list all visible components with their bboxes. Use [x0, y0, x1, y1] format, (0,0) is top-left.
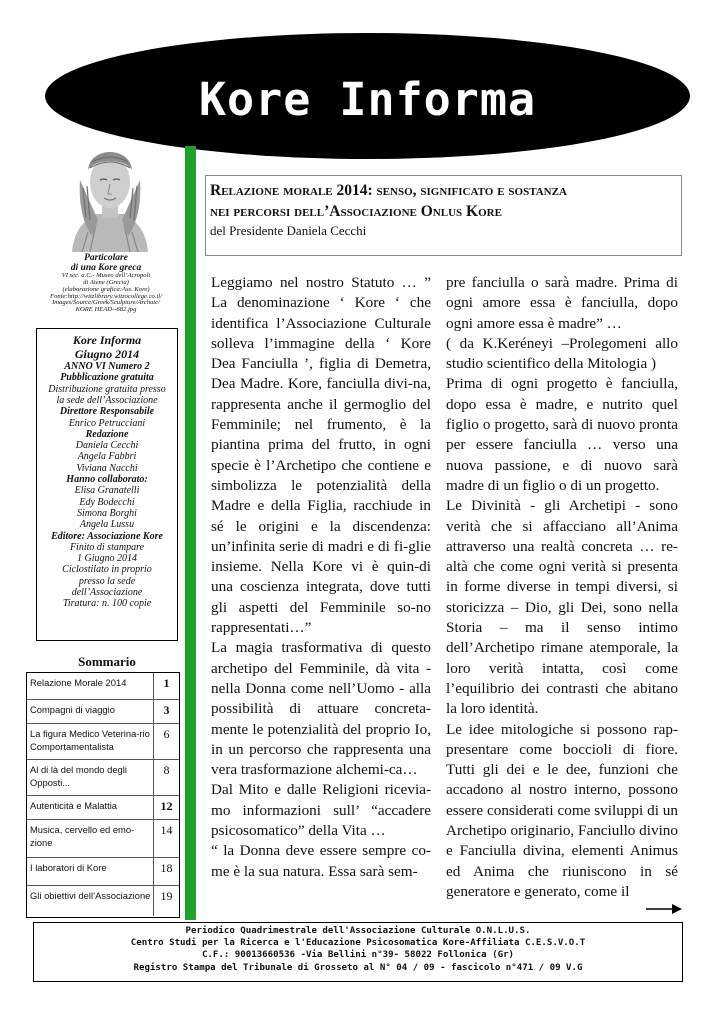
- arrow-right-icon: [646, 902, 682, 916]
- colophon-redazione-name: Daniela Cecchi: [75, 440, 139, 452]
- toc-label: Autenticità e Malattia: [30, 800, 118, 811]
- paragraph: pre fanciulla o sarà madre. Prima di ogni amore essa è fanciulla, dopo ogni amore essa è madre” …: [446, 274, 678, 332]
- article-title-line1: Relazione morale 2014: senso, significato e sostanza: [210, 182, 567, 199]
- colophon-collab-name: Elisa Granatelli: [74, 485, 140, 497]
- footer-line: Registro Stampa del Tribunale di Grosseto al N° 04 / 09 - fascicolo n°471 / 09 V.G: [133, 962, 583, 973]
- colophon-print-line: Tiratura: n. 100 copie: [62, 598, 152, 610]
- article-column-1: [211, 273, 431, 882]
- paragraph: Le Divinità - gli Archetipi - sono verità che si affacciano all’Anima attraverso una realtà concreta … re-altà che come ogni verità si presenta in forme diverse in tempi diversi, si storicizza – Dio, gli Dei, sono nella Storia – ma il senso intimo dell’Archetipo rimane atemporale, la loro verità intatta, così come l’equilibrio dei contrasti che abitano la loro identità.: [446, 497, 678, 718]
- toc-row[interactable]: [27, 673, 179, 699]
- article-header: [205, 175, 682, 256]
- footer-line: C.F.: 90013660536 -Via Bellini n°39- 58022 Follonica (Gr): [201, 950, 515, 961]
- toc-label: I laboratori di Kore: [30, 862, 107, 873]
- toc-row[interactable]: [27, 723, 179, 759]
- paragraph: La magia trasformativa di questo archetipo del Femminile, dà vita - nella Donna come nell’Uomo - alla possibilità di attuare concreta-mente le potenzialità del proprio Io, in un percorso che rappresenta una vera trasformazione alchemi-ca…: [211, 639, 431, 779]
- toc-page: 1: [153, 673, 179, 699]
- article-byline: del Presidente Daniela Cecchi: [210, 223, 367, 239]
- toc-page: 6: [153, 724, 179, 759]
- paragraph: ( da K.Keréneyi –Prolegomeni allo studio scientifico della Mitologia ): [446, 334, 678, 373]
- colophon-print-line: dell’Associazione: [71, 587, 143, 599]
- colophon-redazione-name: Angela Fabbri: [77, 451, 137, 463]
- colophon-distribution: Distribuzione gratuita presso: [48, 383, 166, 395]
- caption-title-line2: di una Kore greca: [70, 262, 142, 273]
- toc-row[interactable]: [27, 759, 179, 795]
- image-caption: [32, 254, 180, 314]
- footer-line: Centro Studi per la Ricerca e l'Educazione Psicosomatica Kore-Affiliata C.E.S.V.O.T: [130, 938, 586, 949]
- toc-page: 19: [153, 886, 179, 916]
- toc-label: Gli obiettivi dell’Associazione: [30, 890, 151, 901]
- toc-row[interactable]: [27, 795, 179, 819]
- caption-title-line1: Particolare: [84, 253, 128, 263]
- colophon-box: [36, 328, 178, 641]
- caption-detail: KORE HEAD--682.jpg: [75, 305, 137, 313]
- toc-page: 8: [153, 760, 179, 795]
- colophon-collab-name: Angela Lussu: [79, 519, 135, 531]
- toc-page: 12: [153, 796, 179, 819]
- paragraph: Le idee mitologiche si possono rap-presentare come boccioli di fiore. Tutti gli dei e le dee, funzioni che accadono al nostro interno, possono essere considerati come sviluppi di un Archetipo originario, Fanciullo divino e Fanciulla divina, elementi Animus ed Anima che riuniscono in sé generatore e generato, come il: [446, 720, 678, 900]
- sommario-title: Sommario: [78, 654, 136, 669]
- colophon-print-line: Finito di stampare: [69, 541, 145, 553]
- colophon-collab-name: Edy Bodecchi: [79, 496, 135, 508]
- colophon-redazione-label: Redazione: [85, 428, 129, 440]
- colophon-collab-name: Simona Borghi: [77, 507, 137, 519]
- colophon-free-pub: Pubblicazione gratuita: [60, 372, 154, 384]
- paragraph: Prima di ogni progetto è fanciulla, dopo essa è madre, e nutrito quel figlio o progetto, sarà di nuovo pronta per essere fanciulla … verso una nuova passione, e di nuovo sarà madre di un figlio o di un progetto.: [446, 375, 678, 494]
- article-column-2: [446, 273, 678, 902]
- colophon-title: Kore Informa: [72, 333, 142, 347]
- toc-label: Al di là del mondo degli Opposti...: [30, 764, 127, 788]
- paragraph: Dal Mito e dalle Religioni ricevia-mo informazioni sull’ “accadere psicosomatico” della Vita …: [211, 781, 431, 840]
- colophon-editor: Editore: Associazione Kore: [51, 530, 163, 542]
- toc-label: Relazione Morale 2014: [30, 677, 127, 688]
- colophon-print-line: 1 Giugno 2014: [77, 553, 137, 565]
- caption-detail: Images/Source/Greek/Sculpture/Archaic/: [52, 299, 160, 307]
- colophon-print-line: presso la sede: [78, 575, 136, 587]
- toc-page: 18: [153, 858, 179, 885]
- green-divider-bar: [185, 146, 196, 920]
- footer-line: Periodico Quadrimestrale dell'Associazione Culturale O.N.L.U.S.: [185, 926, 531, 936]
- toc-page: 14: [153, 820, 179, 857]
- article-title: [210, 181, 677, 222]
- caption-detail: di Atene (Grecia): [83, 279, 129, 287]
- colophon-director: Enrico Petrucciani: [68, 417, 146, 429]
- table-of-contents: [26, 672, 180, 918]
- paragraph: Leggiamo nel nostro Statuto … ” La denominazione ‘ Kore ‘ che identifica l’Associazione Culturale solleva l’immagine della ‘ Kore Dea Fanciulla ’, figlia di Demetra, Dea Madre. Kore, fanciulla divi-na, rappresenta anche il germoglio del Femminile; nel frumento, è la piantina prima del frutto, in ogni specie è l’Archetipo che contiene e simbolizza le potenzialità della Madre e della Figlia, racchiude in sé le origini e la discendenza: un’infinita serie di madri e di fi-glie insieme. Nella Kore vi è quin-di una coscienza integrata, dove tutti gli aspetti del Femminile so-no rappresentati…”: [211, 274, 431, 637]
- colophon-collab-label: Hanno collaborato:: [66, 474, 148, 486]
- caption-detail: (elaborazione grafica:Ass. Kore): [62, 285, 150, 293]
- caption-detail: Fonte:http://witzlibrary.witzocollege.co.il/: [50, 292, 162, 300]
- toc-row[interactable]: [27, 857, 179, 885]
- toc-row[interactable]: [27, 699, 179, 723]
- colophon-redazione-name: Viviana Nacchi: [76, 462, 138, 474]
- colophon-distribution: la sede dell’Associazione: [56, 394, 158, 406]
- colophon-print-line: Ciclostilato in proprio: [62, 564, 152, 576]
- toc-page: 3: [153, 700, 179, 723]
- article-title-line2: nei percorsi dell’Associazione Onlus Kore: [210, 202, 502, 220]
- toc-row[interactable]: [27, 819, 179, 857]
- colophon-issue: ANNO VI Numero 2: [64, 361, 150, 373]
- toc-label: La figura Medico Veterina-rio Comportamentalista: [30, 728, 150, 752]
- toc-row[interactable]: [27, 885, 179, 916]
- kore-statue-bust-image: [66, 140, 154, 252]
- colophon-date: Giugno 2014: [74, 346, 140, 361]
- colophon-director-label: Direttore Responsabile: [59, 406, 155, 418]
- toc-label: Compagni di viaggio: [30, 704, 115, 715]
- masthead-title: Kore Informa: [198, 73, 537, 126]
- caption-detail: VI sec. a.C.- Museo dell’Acropoli: [61, 272, 151, 280]
- paragraph: “ la Donna deve essere sempre co-me è la sua natura. Essa sarà sem-: [211, 842, 431, 880]
- publication-footer: [33, 922, 683, 982]
- toc-label: Musica, cervello ed emo-zione: [30, 824, 135, 848]
